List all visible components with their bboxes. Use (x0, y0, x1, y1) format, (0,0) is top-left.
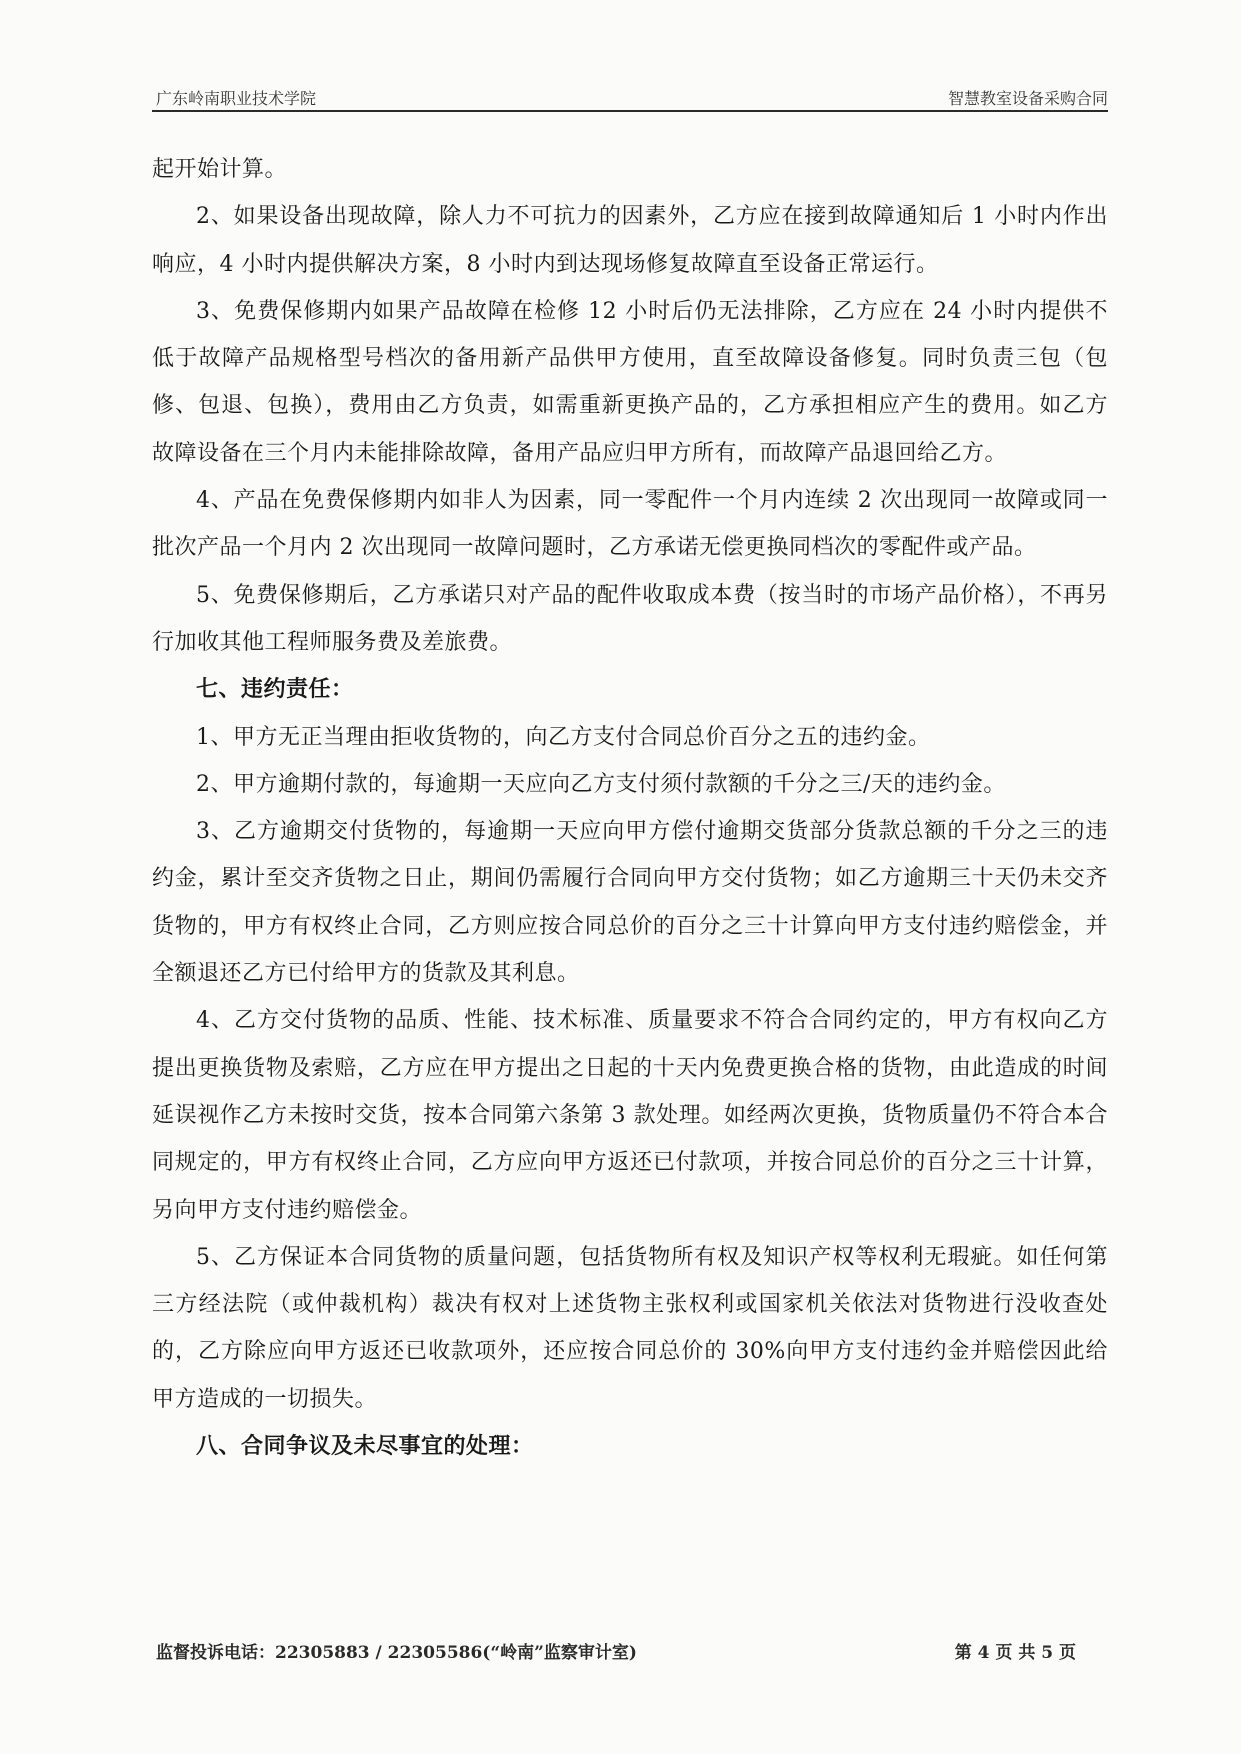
paragraph-warranty-item-4: 4、产品在免费保修期内如非人为因素，同一零配件一个月内连续 2 次出现同一故障或同一批次产品一个月内 2 次出现同一故障问题时，乙方承诺无偿更换同档次的零配件或产品。 (152, 488, 1108, 561)
section-heading-breach-liability: 七、违约责任： (196, 676, 354, 703)
footer-page-number: 第 4 页 共 5 页 (954, 1643, 1076, 1663)
document-body (152, 146, 1108, 1470)
paragraph-breach-item-2: 2、甲方逾期付款的，每逾期一天应向乙方支付须付款额的千分之三/天的违约金。 (196, 771, 1006, 797)
footer-complaint-hotline: 监督投诉电话：22305883 / 22305586(“岭南”监察审计室) (156, 1643, 637, 1663)
paragraph-breach-item-4: 4、乙方交付货物的品质、性能、技术标准、质量要求不符合合同约定的，甲方有权向乙方提出更换货物及索赔，乙方应在甲方提出之日起的十天内免费更换合格的货物，由此造成的时间延误视作乙方未按时交货，按本合同第六条第 3 款处理。如经两次更换，货物质量仍不符合本合同规定的，甲方有权终止合同，乙方应向甲方返还已付款项，并按合同总价的百分之三十计算，另向甲方支付违约赔偿金。 (152, 1008, 1108, 1223)
header-institution-name: 广东岭南职业技术学院 (156, 89, 317, 108)
section-heading-disputes: 八、合同争议及未尽事宜的处理： (196, 1433, 534, 1460)
paragraph-breach-item-1: 1、甲方无正当理由拒收货物的，向乙方支付合同总价百分之五的违约金。 (196, 724, 931, 750)
paragraph-warranty-item-3: 3、免费保修期内如果产品故障在检修 12 小时后仍无法排除，乙方应在 24 小时内提供不低于故障产品规格型号档次的备用新产品供甲方使用，直至故障设备修复。同时负责三包（包修、包退、包换），费用由乙方负责，如需重新更换产品的，乙方承担相应产生的费用。如乙方故障设备在三个月内未能排除故障，备用产品应归甲方所有，而故障产品退回给乙方。 (152, 298, 1108, 466)
page-footer (156, 1638, 1076, 1662)
page-header (152, 84, 1108, 112)
paragraph-warranty-item-5: 5、免费保修期后，乙方承诺只对产品的配件收取成本费（按当时的市场产品价格），不再另行加收其他工程师服务费及差旅费。 (152, 582, 1108, 655)
paragraph-warranty-item-2: 2、如果设备出现故障，除人力不可抗力的因素外，乙方应在接到故障通知后 1 小时内作出响应，4 小时内提供解决方案，8 小时内到达现场修复故障直至设备正常运行。 (152, 204, 1108, 277)
header-contract-title: 智慧教室设备采购合同 (947, 89, 1108, 108)
paragraph-breach-item-5: 5、乙方保证本合同货物的质量问题，包括货物所有权及知识产权等权利无瑕疵。如任何第三方经法院（或仲裁机构）裁决有权对上述货物主张权利或国家机关依法对货物进行没收查处的，乙方除应向甲方返还已收款项外，还应按合同总价的 30%向甲方支付违约金并赔偿因此给甲方造成的一切损失。 (152, 1244, 1108, 1412)
paragraph-continuation: 起开始计算。 (152, 157, 288, 182)
paragraph-breach-item-3: 3、乙方逾期交付货物的，每逾期一天应向甲方偿付逾期交货部分货款总额的千分之三的违约金，累计至交齐货物之日止，期间仍需履行合同向甲方交付货物；如乙方逾期三十天仍未交齐货物的，甲方有权终止合同，乙方则应按合同总价的百分之三十计算向甲方支付违约赔偿金，并全额退还乙方已付给甲方的货款及其利息。 (152, 819, 1108, 987)
